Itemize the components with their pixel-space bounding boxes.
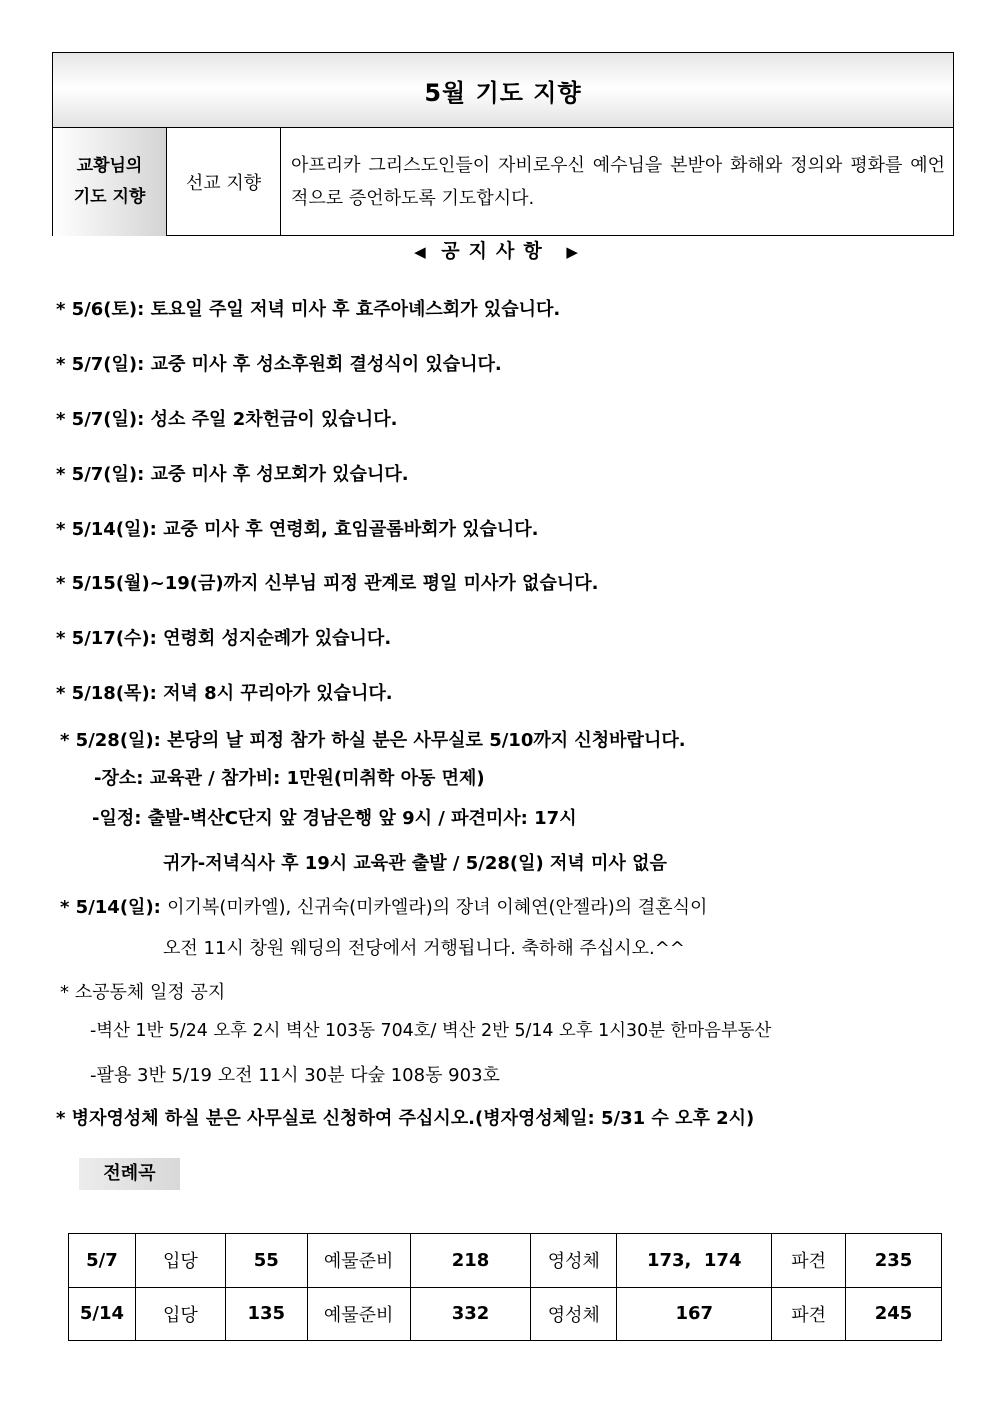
offertory-number: 218	[410, 1234, 531, 1288]
communion-label: 영성체	[531, 1234, 617, 1288]
wedding-date: * 5/14(일):	[60, 897, 161, 918]
wedding-text-1: 이기복(미카엘), 신귀숙(미카엘라)의 장녀 이혜연(안젤라)의 결혼식이	[167, 897, 708, 918]
entrance-label: 입당	[135, 1287, 225, 1341]
notices-heading-text: 공지사항	[441, 240, 551, 262]
page-title: 5월 기도 지향	[53, 53, 953, 128]
communion-label: 영성체	[531, 1287, 617, 1341]
triangle-left-icon: ◀	[414, 243, 426, 261]
offertory-number: 332	[410, 1287, 531, 1341]
notice-item-retreat: * 5/28(일): 본당의 날 피정 참가 하실 분은 사무실로 5/10까지 신청바랍니다.	[60, 730, 686, 751]
dismissal-label: 파견	[772, 1234, 846, 1288]
dismissal-number: 245	[846, 1287, 942, 1341]
hymns-table	[68, 1233, 942, 1341]
retreat-schedule: -일정: 출발-벽산C단지 앞 경남은행 앞 9시 / 파견미사: 17시	[92, 808, 577, 829]
sick-communion-notice: * 병자영성체 하실 분은 사무실로 신청하여 주십시오.(병자영성체일: 5/31 수 오후 2시)	[56, 1108, 755, 1129]
notices-heading	[0, 236, 992, 267]
notice-item: * 5/7(일): 교중 미사 후 성모회가 있습니다.	[56, 464, 409, 485]
notice-item: * 5/7(일): 교중 미사 후 성소후원회 결성식이 있습니다.	[56, 354, 502, 375]
retreat-return: 귀가-저녁식사 후 19시 교육관 출발 / 5/28(일) 저녁 미사 없음	[163, 853, 667, 874]
notice-item: * 5/6(토): 토요일 주일 저녁 미사 후 효주아녜스회가 있습니다.	[56, 299, 561, 320]
notice-item: * 5/7(일): 성소 주일 2차헌금이 있습니다.	[56, 409, 398, 430]
pope-intention-label	[53, 128, 167, 236]
entrance-number: 135	[225, 1287, 307, 1341]
table-row	[69, 1234, 942, 1288]
retreat-place: -장소: 교육관 / 참가비: 1만원(미취학 아동 면제)	[94, 768, 485, 789]
entrance-number: 55	[225, 1234, 307, 1288]
communion-number: 167	[617, 1287, 772, 1341]
dismissal-number: 235	[846, 1234, 942, 1288]
offertory-label: 예물준비	[307, 1234, 410, 1288]
prayer-row	[53, 128, 953, 236]
wedding-notice	[60, 895, 707, 921]
communion-number: 173, 174	[617, 1234, 772, 1288]
table-row	[69, 1287, 942, 1341]
triangle-right-icon: ▶	[566, 243, 578, 261]
small-community-schedule-1: -벽산 1반 5/24 오후 2시 벽산 103동 704호/ 벽산 2반 5/14 오후 1시30분 한마음부동산	[90, 1021, 772, 1041]
prayer-intention-box	[52, 52, 954, 236]
hymn-date: 5/7	[69, 1234, 136, 1288]
notice-item: * 5/14(일): 교중 미사 후 연령회, 효임골롬바회가 있습니다.	[56, 519, 539, 540]
notice-item: * 5/18(목): 저녁 8시 꾸리아가 있습니다.	[56, 683, 393, 704]
offertory-label: 예물준비	[307, 1287, 410, 1341]
pope-label-line-1: 교황님의	[76, 156, 143, 176]
mission-intention-label: 선교 지향	[167, 128, 281, 236]
dismissal-label: 파견	[772, 1287, 846, 1341]
prayer-intention-text: 아프리카 그리스도인들이 자비로우신 예수님을 본받아 화해와 정의와 평화를 예언적으로 증언하도록 기도합시다.	[291, 155, 945, 209]
wedding-text-2: 오전 11시 창원 웨딩의 전당에서 거행됩니다. 축하해 주십시오.^^	[163, 938, 685, 959]
pope-label-line-2: 기도 지향	[73, 187, 146, 207]
small-community-title: * 소공동체 일정 공지	[60, 982, 226, 1003]
hymn-date: 5/14	[69, 1287, 136, 1341]
notice-item: * 5/15(월)~19(금)까지 신부님 피정 관계로 평일 미사가 없습니다.	[56, 573, 599, 594]
entrance-label: 입당	[135, 1234, 225, 1288]
small-community-schedule-2: -팔용 3반 5/19 오전 11시 30분 다숲 108동 903호	[90, 1065, 500, 1086]
notice-item: * 5/17(수): 연령회 성지순례가 있습니다.	[56, 628, 392, 649]
hymns-label: 전례곡	[79, 1158, 180, 1190]
